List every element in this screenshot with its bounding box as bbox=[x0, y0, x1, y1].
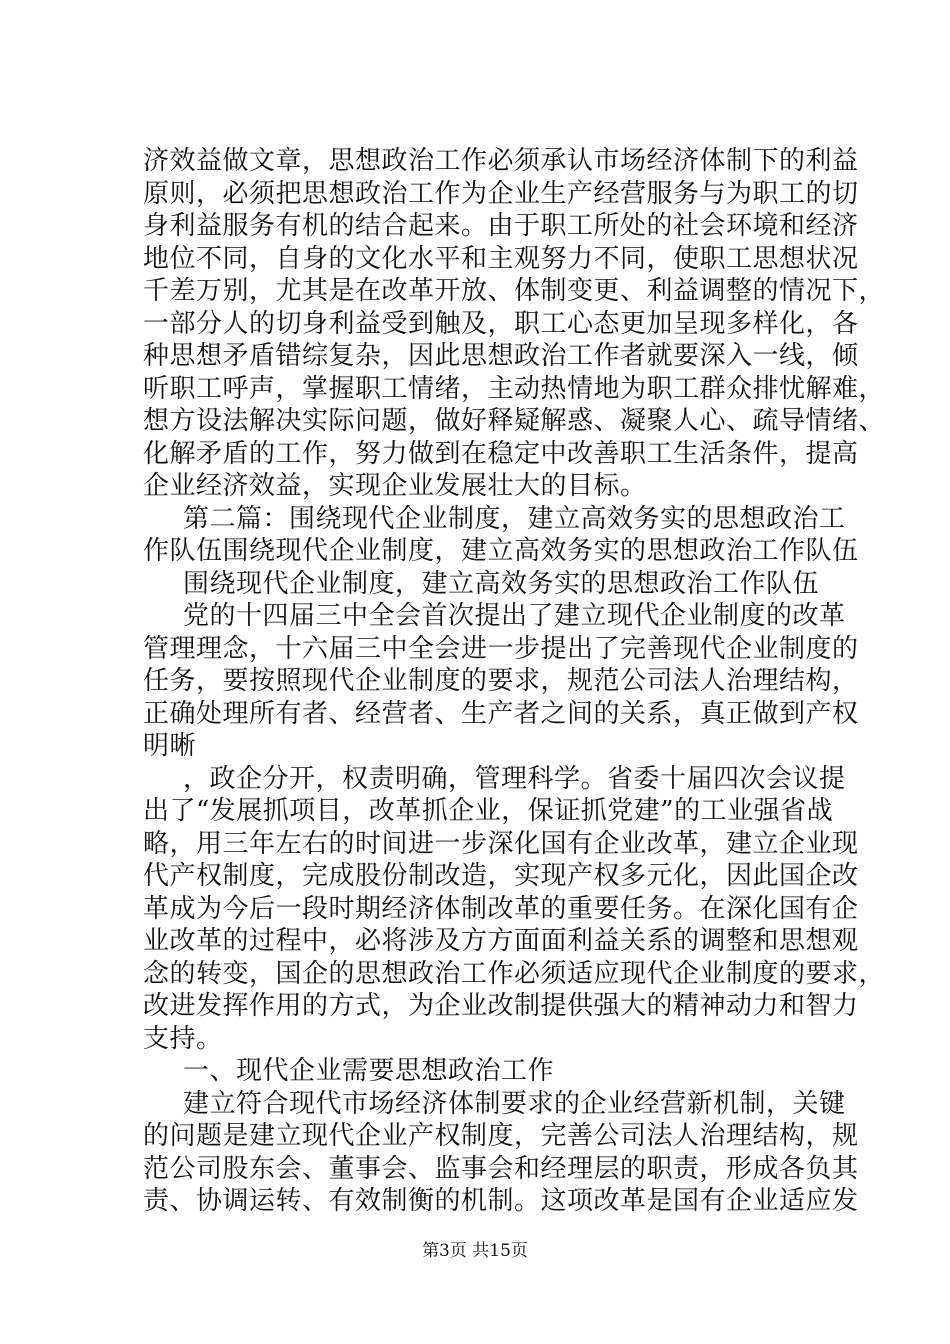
page-footer: 第3页 共15页 bbox=[422, 1241, 528, 1261]
text-line: 种思想矛盾错综复杂，因此思想政治工作者就要深入一线，倾 bbox=[143, 341, 859, 371]
text-line: ，政企分开，权责明确，管理科学。省委十届四次会议提 bbox=[183, 763, 846, 794]
text-line: 范公司股东会、董事会、监事会和经理层的职责，形成各负其 bbox=[143, 1153, 859, 1184]
text-line: 企业经济效益，实现企业发展壮大的目标。 bbox=[143, 471, 647, 501]
text-line: 管理理念，十六届三中全会进一步提出了完善现代企业制度的 bbox=[143, 633, 859, 664]
text-line: 第二篇：围绕现代企业制度，建立高效务实的思想政治工 bbox=[183, 503, 846, 534]
text-line: 的问题是建立现代企业产权制度，完善公司法人治理结构，规 bbox=[143, 1121, 859, 1151]
text-line: 革成为今后一段时期经济体制改革的重要任务。在深化国有企 bbox=[143, 893, 859, 924]
text-line: 原则，必须把思想政治工作为企业生产经营服务与为职工的切 bbox=[143, 178, 859, 209]
text-line: 围绕现代企业制度，建立高效务实的思想政治工作队伍 bbox=[183, 568, 820, 599]
text-line: 略，用三年左右的时间进一步深化国有企业改革，建立企业现 bbox=[143, 828, 859, 859]
text-line: 身利益服务有机的结合起来。由于职工所处的社会环境和经济 bbox=[143, 211, 859, 241]
text-line: 作队伍围绕现代企业制度，建立高效务实的思想政治工作队伍 bbox=[143, 536, 859, 566]
text-line: 出了“发展抓项目，改革抓企业，保证抓党建”的工业强省战 bbox=[143, 796, 834, 826]
text-line: 一部分人的切身利益受到触及，职工心态更加呈现多样化，各 bbox=[143, 308, 859, 339]
text-line: 想方设法解决实际问题，做好释疑解惑、凝聚人心、疏导情绪、 bbox=[143, 406, 886, 436]
text-line: 代产权制度，完成股份制改造，实现产权多元化，因此国企改 bbox=[143, 861, 859, 891]
text-line: 业改革的过程中，必将涉及方方面面利益关系的调整和思想观 bbox=[143, 926, 859, 956]
body-text bbox=[143, 145, 886, 1218]
text-line: 正确处理所有者、经营者、生产者之间的关系，真正做到产权 bbox=[143, 698, 859, 729]
text-line: 责、协调运转、有效制衡的机制。这项改革是国有企业适应发 bbox=[143, 1186, 859, 1216]
text-line: 听职工呼声，掌握职工情绪，主动热情地为职工群众排忧解难， bbox=[143, 373, 886, 404]
text-line: 千差万别，尤其是在改革开放、体制变更、利益调整的情况下， bbox=[143, 276, 886, 306]
text-line: 明晰 bbox=[143, 731, 197, 761]
text-line: 济效益做文章，思想政治工作必须承认市场经济体制下的利益 bbox=[143, 146, 859, 176]
text-line: 改进发挥作用的方式，为企业改制提供强大的精神动力和智力 bbox=[143, 991, 859, 1021]
text-line: 念的转变，国企的思想政治工作必须适应现代企业制度的要求， bbox=[143, 958, 886, 989]
text-line: 地位不同，自身的文化水平和主观努力不同，使职工思想状况 bbox=[143, 243, 859, 274]
text-line: 一、现代企业需要思想政治工作 bbox=[183, 1056, 555, 1086]
text-line: 建立符合现代市场经济体制要求的企业经营新机制，关键 bbox=[183, 1088, 846, 1119]
text-line: 化解矛盾的工作，努力做到在稳定中改善职工生活条件，提高 bbox=[143, 438, 859, 469]
text-line: 任务，要按照现代企业制度的要求，规范公司法人治理结构， bbox=[143, 666, 859, 696]
text-line: 党的十四届三中全会首次提出了建立现代企业制度的改革 bbox=[183, 601, 846, 631]
text-line: 支持。 bbox=[143, 1023, 223, 1054]
